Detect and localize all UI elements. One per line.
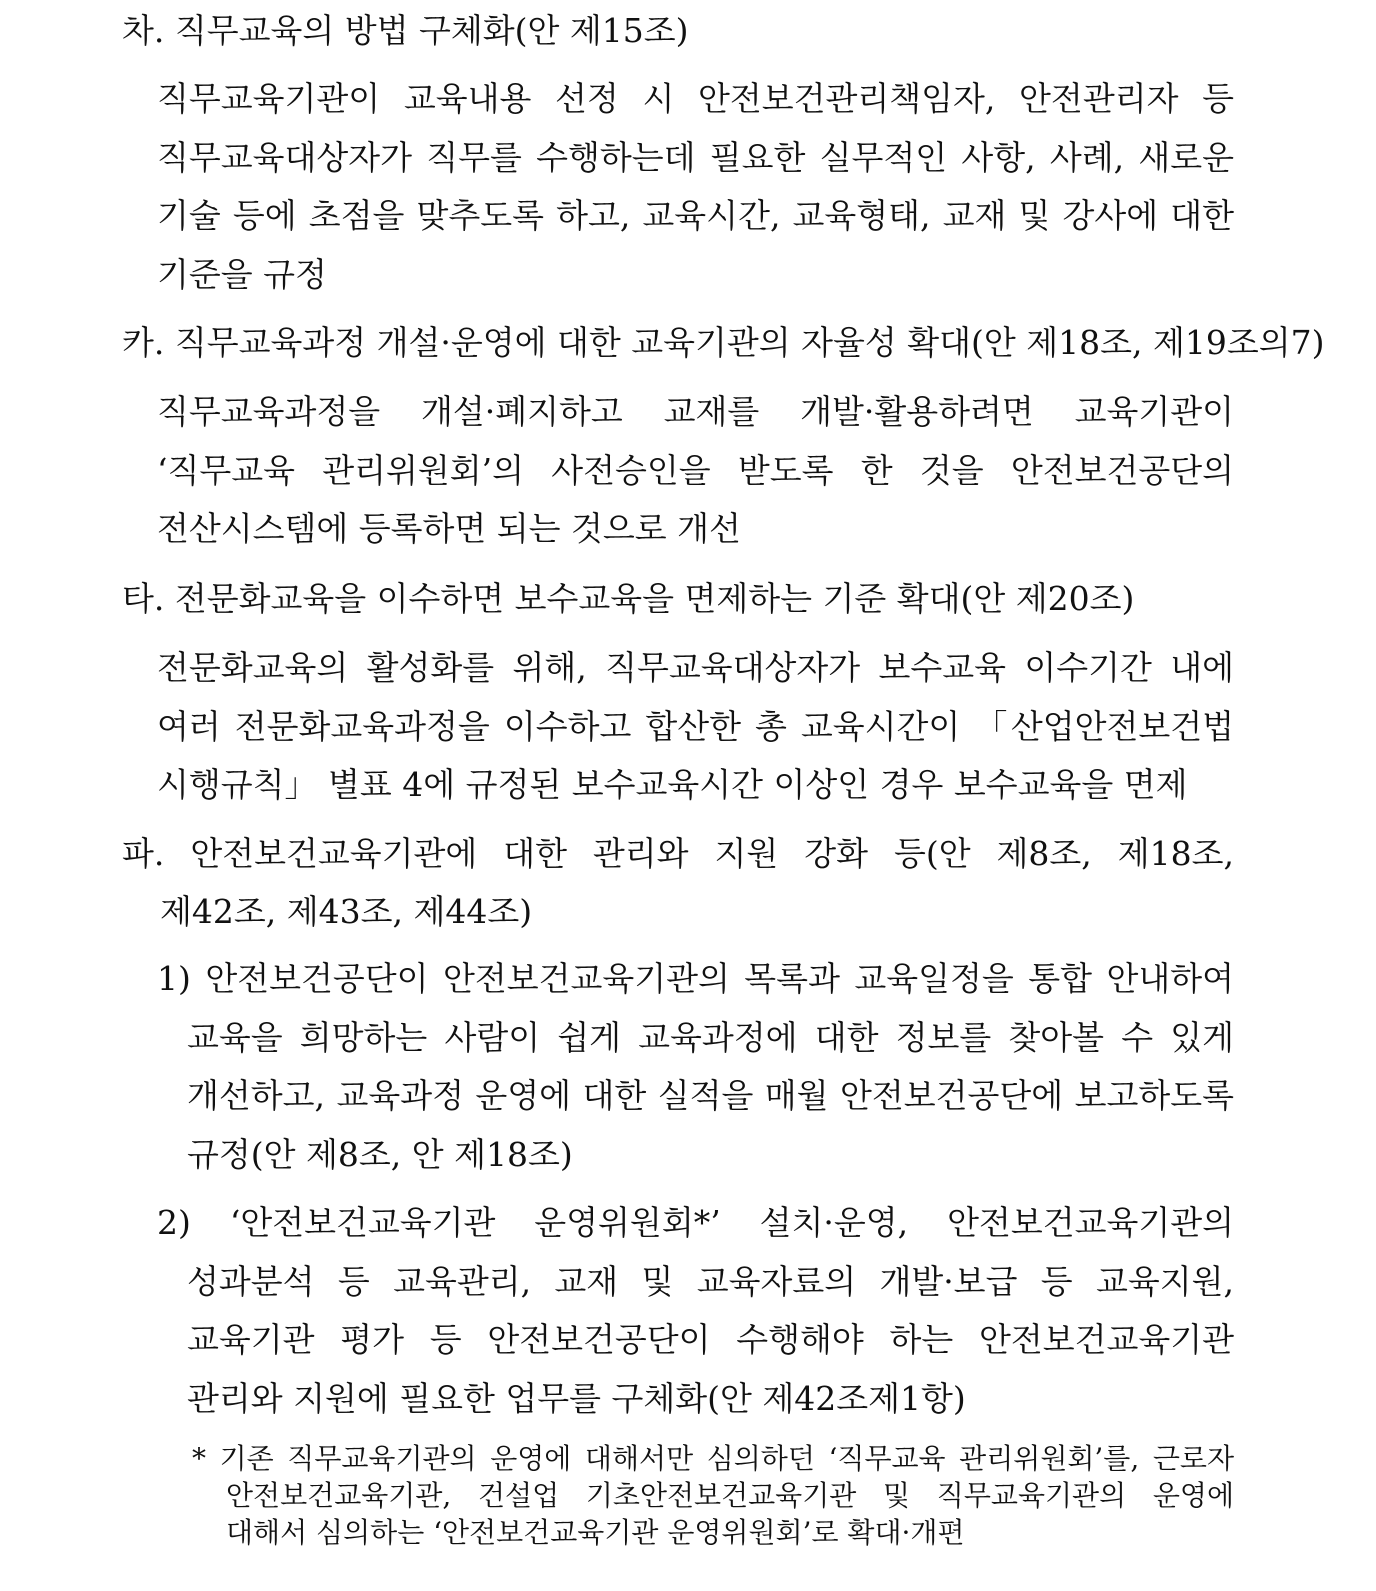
- section-body-ka: 직무교육과정을 개설·폐지하고 교재를 개발·활용하려면 교육기관이 ‘직무교육 관리위원회’의 사전승인을 받도록 한 것을 안전보건공단의 전산시스템에 등록하면 되는 것으로 개선: [157, 392, 1234, 548]
- section-heading-cha: 차. 직무교육의 방법 구체화(안 제15조): [122, 11, 689, 50]
- section-heading-ka: 카. 직무교육과정 개설·운영에 대한 교육기관의 자율성 확대(안 제18조, 제19조의7): [122, 323, 1325, 362]
- section-body-ta: 전문화교육의 활성화를 위해, 직무교육대상자가 보수교육 이수기간 내에 여러 전문화교육과정을 이수하고 합산한 총 교육시간이 「산업안전보건법 시행규칙」 별표 4에 규정된 보수교육시간 이상인 경우 보수교육을 면제: [157, 648, 1234, 804]
- list-item-2: 2) ‘안전보건교육기관 운영위원회*’ 설치·운영, 안전보건교육기관의 성과분석 등 교육관리, 교재 및 교육자료의 개발·보급 등 교육지원, 교육기관 평가 등 안전보건공단이 수행해야 하는 안전보건교육기관 관리와 지원에 필요한 업무를 구체화(안 제42조제1항): [157, 1203, 1234, 1418]
- section-heading-pa: 파. 안전보건교육기관에 대한 관리와 지원 강화 등(안 제8조, 제18조, 제42조, 제43조, 제44조): [122, 834, 1234, 931]
- section-heading-ta: 타. 전문화교육을 이수하면 보수교육을 면제하는 기준 확대(안 제20조): [122, 579, 1135, 618]
- list-item-1: 1) 안전보건공단이 안전보건교육기관의 목록과 교육일정을 통합 안내하여 교육을 희망하는 사람이 쉽게 교육과정에 대한 정보를 찾아볼 수 있게 개선하고, 교육과정 운영에 대한 실적을 매월 안전보건공단에 보고하도록 규정(안 제8조, 안 제18조): [157, 959, 1234, 1174]
- section-body-cha: 직무교육기관이 교육내용 선정 시 안전보건관리책임자, 안전관리자 등 직무교육대상자가 직무를 수행하는데 필요한 실무적인 사항, 사례, 새로운 기술 등에 초점을 맞추도록 하고, 교육시간, 교육형태, 교재 및 강사에 대한 기준을 규정: [157, 79, 1234, 294]
- footnote: * 기존 직무교육기관의 운영에 대해서만 심의하던 ‘직무교육 관리위원회’를, 근로자 안전보건교육기관, 건설업 기초안전보건교육기관 및 직무교육기관의 운영에 대해서 심의하는 ‘안전보건교육기관 운영위원회’로 확대·개편: [192, 1442, 1234, 1549]
